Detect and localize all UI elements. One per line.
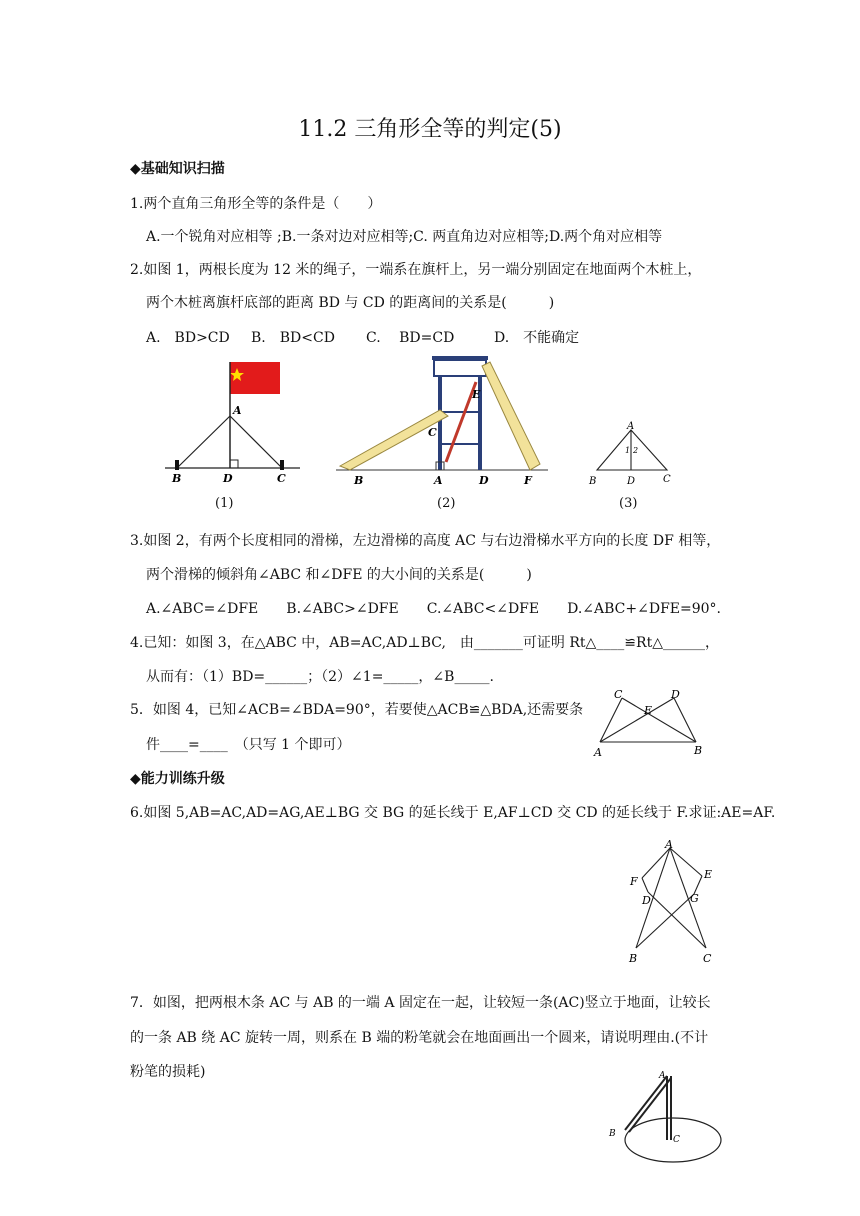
f5-label-d: D xyxy=(642,894,651,907)
f1-label-d: D xyxy=(223,472,233,485)
f5-label-a: A xyxy=(665,838,673,851)
section-basic-heading: ◆基础知识扫描 xyxy=(130,161,225,177)
f2-label-f: F xyxy=(524,474,532,487)
figure-5 xyxy=(620,836,730,968)
f3-angle-1: 1 xyxy=(625,446,631,455)
f4-label-b: B xyxy=(694,744,703,757)
q1-options: A.一个锐角对应相等 ;B.一条对边对应相等;C. 两直角边对应相等;D.两个角对应相等 xyxy=(146,229,663,245)
q2-option-b: B. BD<CD xyxy=(251,330,335,346)
f1-label-a: A xyxy=(233,404,242,417)
f3-label-c: C xyxy=(663,474,671,485)
f6-label-c: C xyxy=(673,1135,680,1145)
f6-label-b: B xyxy=(609,1129,616,1139)
q4-line2: 从而有：（1）BD=______；（2）∠1=_____，∠B_____. xyxy=(146,669,494,685)
q2-stem-line1: 2.如图 1，两根长度为 12 米的绳子，一端系在旗杆上，另一端分别固定在地面两个木桩上， xyxy=(130,262,702,278)
q2-stem-line2: 两个木桩离旗杆底部的距离 BD 与 CD 的距离间的关系是( ) xyxy=(146,295,555,311)
f3-label-b: B xyxy=(589,476,597,487)
f2-label-c: C xyxy=(428,426,437,439)
q2-option-c: C. BD=CD xyxy=(366,330,455,346)
q6-text: 6.如图 5,AB=AC,AD=AG,AE⊥BG 交 BG 的延长线于 E,AF⊥CD 交 CD 的延长线于 F.求证:AE=AF. xyxy=(130,805,776,821)
f4-label-a: A xyxy=(594,746,602,759)
figure-1-flagpole xyxy=(160,356,320,486)
q5-line1: 5．如图 4，已知∠ACB=∠BDA=90°，若要使△ACB≌△BDA,还需要条 xyxy=(130,702,584,718)
figure-2-slides xyxy=(336,352,551,492)
q1-stem: 1.两个直角三角形全等的条件是（ ） xyxy=(130,196,382,212)
page-title: 11.2 三角形全等的判定(5) xyxy=(298,117,562,142)
q7-line3: 粉笔的损耗) xyxy=(130,1064,206,1080)
f1-label-c: C xyxy=(277,472,286,485)
f2-label-d: D xyxy=(479,474,489,487)
figure-3-triangle xyxy=(585,420,680,490)
q2-option-a: A. BD>CD xyxy=(146,330,230,346)
f2-label-b: B xyxy=(354,474,364,487)
q3-options: A.∠ABC=∠DFE B.∠ABC>∠DFE C.∠ABC<∠DFE D.∠ABC+∠DFE=90°. xyxy=(146,601,722,617)
figure-1-caption: (1) xyxy=(215,496,234,511)
section-advanced-heading: ◆能力训练升级 xyxy=(130,771,225,787)
f2-label-a: A xyxy=(434,474,443,487)
f5-label-e: E xyxy=(704,868,713,881)
q7-line1: 7．如图，把两根木条 AC 与 AB 的一端 A 固定在一起，让较短一条(AC)竖立于地面，让较长 xyxy=(130,995,711,1011)
f5-label-f: F xyxy=(630,875,638,888)
f4-label-d: D xyxy=(671,688,680,701)
figure-3-caption: (3) xyxy=(619,496,638,511)
f5-label-g: G xyxy=(690,892,699,905)
f3-angle-2: 2 xyxy=(633,446,639,455)
f1-label-b: B xyxy=(172,472,182,485)
q3-stem-line1: 3.如图 2，有两个长度相同的滑梯，左边滑梯的高度 AC 与右边滑梯水平方向的长度 DF 相等， xyxy=(130,533,721,549)
f3-label-a: A xyxy=(627,421,635,432)
q7-line2: 的一条 AB 绕 AC 旋转一周，则系在 B 端的粉笔就会在地面画出一个圆来，请说明理由.(不计 xyxy=(130,1030,709,1046)
figure-4 xyxy=(590,686,710,762)
f3-label-d: D xyxy=(627,476,636,487)
f5-label-c: C xyxy=(703,952,712,965)
q5-line2: 件____=____ （只写 1 个即可） xyxy=(146,737,351,753)
f4-label-c: C xyxy=(614,688,623,701)
f2-label-e: E xyxy=(472,388,481,401)
figure-2-caption: (2) xyxy=(437,496,456,511)
figure-6 xyxy=(605,1066,745,1170)
q3-stem-line2: 两个滑梯的倾斜角∠ABC 和∠DFE 的大小间的关系是( ) xyxy=(146,567,532,583)
f4-label-e: E xyxy=(644,704,653,717)
q4-line1: 4.已知：如图 3，在△ABC 中，AB=AC,AD⊥BC, 由_______可证明 Rt△____≌Rt△______， xyxy=(130,635,719,651)
f6-label-a: A xyxy=(659,1071,666,1081)
q2-option-d: D. 不能确定 xyxy=(494,330,580,346)
f5-label-b: B xyxy=(629,952,638,965)
